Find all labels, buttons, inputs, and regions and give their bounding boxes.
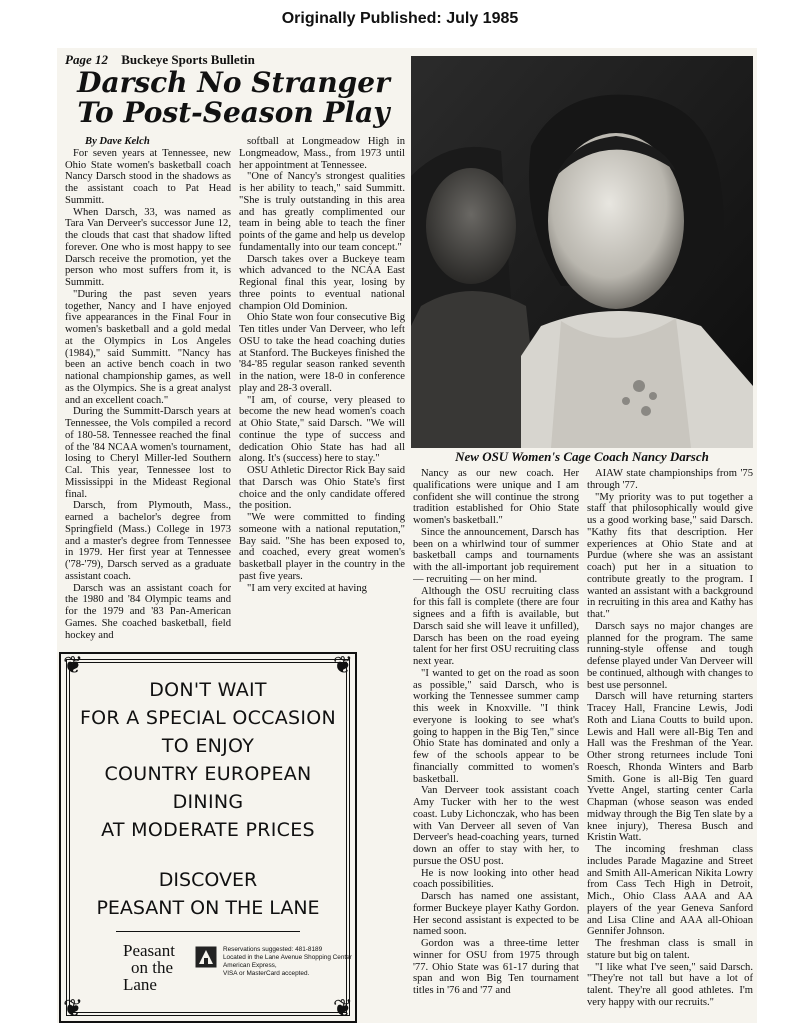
article-paragraph: During the Summitt-Darsch years at Tennessee, the Vols compiled a record of 180-58. Tennessee reached the final of the '84 NCAA women's tournament, losing to Cheryl Miller-led Southern Cal. This year, Tennessee lost to Mississippi in the Mideast Regional final. [65,406,231,500]
article-paragraph: "My priority was to put together a staff that philosophically would give us a good working base," said Darsch. "Kathy fits that description. Her experiences at Ohio State and at Purdue (where she was an assistant coach) put her in a situation to contribute greatly to the program. I wanted an assistant with a background in recruiting in this area and Kathy has that." [587,491,753,620]
article-paragraph: AIAW state championships from '75 through '77. [587,468,753,491]
article-paragraph: Nancy as our new coach. Her qualifications were unique and I am confident she will continue the strong tradition established for Ohio State women's basketball." [413,468,579,526]
article-paragraph: Darsch will have returning starters Tracey Hall, Francine Lewis, Jodi Roth and Liana Coutts to build upon. Lewis and Hall were all-Big Ten and Hall was the Freshman of the Year. Other strong returnees include Toni Roesch, Rhonda Winters and Barb Smith. Gone is all-Big Ten guard Yvette Angel, starting center Carla Chapman (whose season was ended midway through the Big Ten slate by a knee injury), Theresa Busch and Kristin Watt. [587,691,753,844]
ad-line: COUNTRY EUROPEAN [104,763,312,785]
article-paragraph: The freshman class is small in stature but big on talent. [587,938,753,961]
publication-name: Buckeye Sports Bulletin [121,52,255,67]
ad-discover [61,866,355,922]
ad-ornament-icon: ❦ [63,653,84,679]
article-paragraph: Darsch, from Plymouth, Mass., earned a bachelor's degree from Springfield (Mass.) College in 1973 and a master's degree from Tennessee in 1979. Her first year at Tennessee ('78-'79), Darsch served as a graduate assistant coach. [65,500,231,582]
restaurant-logo [123,942,193,993]
article-paragraph: "I am very excited at having [247,582,367,594]
reservation-line: Reservations suggested: 481-8189 [223,946,323,953]
article-paragraph: He is now looking into other head coach possibilities. [413,867,579,891]
page-number: Page 12 [65,52,108,67]
ad-headline [61,676,355,844]
ad-divider [116,931,300,932]
ad-line: FOR A SPECIAL OCCASION [79,707,337,729]
ad-line: DINING [172,791,244,813]
article-column-4 [587,468,753,1020]
article-paragraph: "I wanted to get on the road as soon as possible," said Darsch, who is working the Tennessee summer camp this week in Knoxville. "I think everyone is looking to see what's going to happen in the Big Ten," since Ohio State has dominated and only a few of the schools appear to be financially committed to women's basketball. [413,667,579,785]
article-headline: Darsch No Stranger To Post-Season Play [77,66,390,129]
article-paragraph: Although the OSU recruiting class for this fall is complete (there are four signees and a fifth is available, but Darsch said she will leave it unfilled), Darsch has been on the road eyeing talent for her first OSU recruiting class next year. [413,585,579,667]
restaurant-emblem-icon [195,946,217,968]
article-paragraph: "One of Nancy's strongest qualities is her ability to teach," said Summitt. "She is truly outstanding in this area and has greatly complimented our team in being able to teach the finer points of the game and help us develop fundamentally into our team concept." [239,171,405,253]
ad-line: TO ENJOY [161,735,255,757]
article-paragraph: "I like what I've seen," said Darsch. "They're not tall but have a lot of talent. They're all good athletes. I'm very happy with our recruits." [587,961,753,1008]
article-paragraph: The incoming freshman class includes Parade Magazine and Street and Smith All-American Nikita Lowry from Cass Tech High in Detroit, Mich., Ohio Class AAA and AA players of the year Geneva Sanford and Lisa Cline and AAA all-Ohioan Gennifer Johnson. [587,844,753,938]
ad-discover-line: PEASANT ON THE LANE [96,897,320,919]
ad-line: AT MODERATE PRICES [101,819,315,841]
article-paragraph: "During the past seven years together, Nancy and I have enjoyed five appearances in the Final Four in women's basketball and a gold medal at the Olympics in Los Angeles (1984)," said Summitt. "Nancy has been an active bench coach in two national championship games, as well as the Olympics. She is a great analyst and an excellent coach." [65,288,231,406]
article-paragraph: "I am, of course, very pleased to become the new head women's coach at Ohio State," said Darsch. "We will continue the type of success and dedication Ohio State has had all along. It's (success) here to stay." [239,394,405,465]
reservation-line: VISA or MasterCard accepted. [223,970,310,977]
photo-caption: New OSU Women's Cage Coach Nancy Darsch [455,449,709,464]
logo-line: Peasant [123,941,175,960]
article-paragraph: Ohio State won four consecutive Big Ten titles under Van Derveer, who left OSU to take the head coaching duties at Stanford. The Buckeyes finished the '84-'85 regular season ranked seventh in the nation, were 18-0 in conference play and 28-3 overall. [239,312,405,394]
reservation-line: American Express, [223,962,277,969]
byline: By Dave Kelch [85,136,150,147]
article-column-1 [65,136,231,664]
article-paragraph: Darsch was an assistant coach for the 1980 and '84 Olympic teams and for the 1979 and '83 Pan-American Games. She coached basketball, field hockey and [65,582,231,641]
ad-ornament-icon: ❦ [332,653,353,679]
article-paragraph: Darsch says no major changes are planned for the program. The same running-style offense and tough defense played under Van Derveer will be continued, although with changes to best use personnel. [587,620,753,691]
article-paragraph: Since the announcement, Darsch has been on a whirlwind tour of summer basketball camps and tournaments with the all-important job requirement — recruiting — on her mind. [413,526,579,585]
coach-photo-image [411,56,753,448]
ad-ornament-icon: ❦ [332,996,353,1022]
article-paragraph: Van Derveer took assistant coach Amy Tucker with her to the west coast. Luby Lichonczak, who has been with Van Derveer all seven of Van Derveer's head-coaching years, turned down an offer to stay with her, to pursue the OSU post. [413,785,579,867]
ad-line: DON'T WAIT [149,679,267,701]
newspaper-page [57,48,757,1023]
logo-line: Lane [123,975,157,994]
article-paragraph: Gordon was a three-time letter winner for OSU from 1975 through '77. Ohio State was 61-17 during that span and won Big Ten tournament titles in '76 and '77 and [413,938,579,996]
article-paragraph: When Darsch, 33, was named as Tara Van Derveer's successor June 12, the clouds that cast that shadow lifted forever. One who is most happy to see Darsch receive the promotion, yet the person who most suffers from it, is Summitt. [65,206,231,288]
article-paragraph: For seven years at Tennessee, new Ohio State women's basketball coach Nancy Darsch stood in the shadows as the assistant coach to Pat Head Summitt. [65,147,231,206]
reservation-info [223,946,353,978]
article-paragraph: "We were committed to finding someone with a national reputation," Bay said. "She has been exposed to, and coached, every great women's basketball player in the country in the past five years. [239,512,405,582]
restaurant-advertisement [59,652,357,1023]
article-paragraph: Darsch takes over a Buckeye team which advanced to the NCAA East Regional final this year, losing by three points to eventual national champion Old Dominion. [239,253,405,312]
article-column-3 [413,468,579,1020]
article-paragraph: Darsch has named one assistant, former Buckeye player Kathy Gordon. Her second assistant is expected to be named soon. [413,891,579,938]
ad-discover-line: DISCOVER [158,869,258,891]
publication-date-banner: Originally Published: July 1985 [281,10,519,27]
logo-line: on the [131,958,174,977]
coach-photo [411,56,753,448]
ad-ornament-icon: ❦ [63,996,84,1022]
article-paragraph: softball at Longmeadow High in Longmeadow, Mass., from 1973 until her appointment at Tennessee. [239,136,405,171]
reservation-line: Located in the Lane Avenue Shopping Center [223,954,352,961]
article-paragraph: OSU Athletic Director Rick Bay said that Darsch was Ohio State's first choice and the only candidate offered the position. [239,465,405,512]
article-column-2 [239,136,405,664]
